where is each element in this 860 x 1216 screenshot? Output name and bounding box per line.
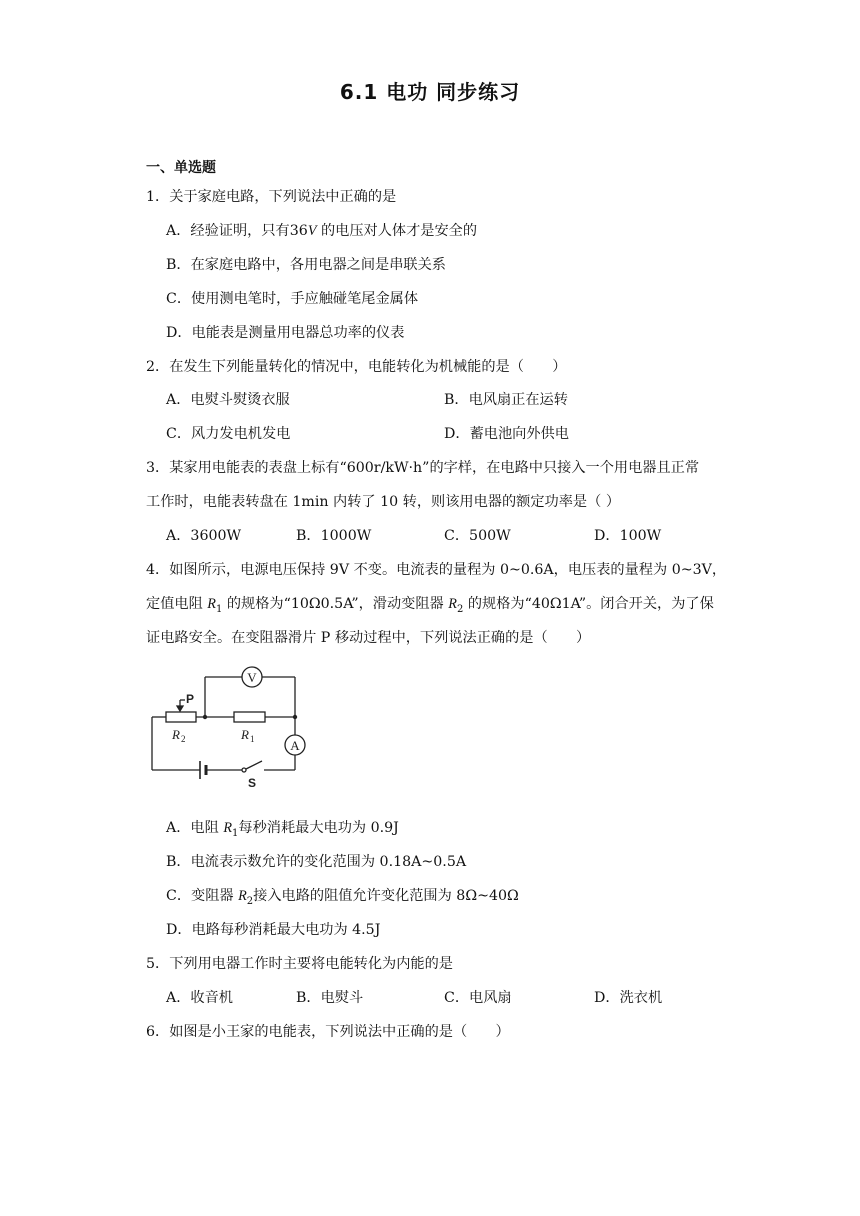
question-3-option-a[interactable]: A．3600W (166, 528, 242, 544)
question-2-option-d[interactable]: D．蓄电池向外供电 (444, 426, 569, 442)
question-2-option-a[interactable]: A．电熨斗熨烫衣服 (166, 392, 290, 408)
question-4-stem-line-3: 证电路安全。在变阻器滑片 P 移动过程中，下列说法正确的是（ ） (146, 630, 591, 646)
question-4-option-c[interactable]: C．变阻器 $R_2$接入电路的阻值允许变化范围为 8Ω~40Ω (166, 888, 519, 907)
r1-label: R (241, 727, 249, 742)
question-2-option-b[interactable]: B．电风扇正在运转 (444, 392, 568, 408)
question-4-option-d[interactable]: D．电路每秒消耗最大电功为 4.5J (166, 922, 381, 938)
r2-label: R (172, 727, 180, 742)
question-3-option-c[interactable]: C．500W (444, 528, 511, 544)
question-5-option-c[interactable]: C．电风扇 (444, 990, 512, 1006)
question-4-stem-line-2: 定值电阻 $R_1$ 的规格为“10Ω0.5A”，滑动变阻器 $R_2$ 的规格为“40Ω1A”。闭合开关，为了保 (146, 596, 714, 615)
question-5-option-d[interactable]: D．洗衣机 (594, 990, 663, 1006)
question-1-option-d[interactable]: D．电能表是测量用电器总功率的仪表 (166, 325, 405, 341)
question-3-stem-line-1: 3．某家用电能表的表盘上标有“600r/kW·h”的字样，在电路中只接入一个用电器且正常 (146, 460, 700, 476)
question-4-option-a[interactable]: A．电阻 $R_1$每秒消耗最大电功为 0.9J (166, 820, 399, 839)
circuit-diagram (142, 660, 312, 790)
question-2-option-c[interactable]: C．风力发电机发电 (166, 426, 291, 442)
page-title: 6.1 电功 同步练习 (339, 80, 521, 104)
r1-subscript: 1 (250, 734, 255, 744)
question-1-stem: 1．关于家庭电路，下列说法中正确的是 (146, 189, 397, 205)
r2-subscript: 2 (181, 734, 186, 744)
question-4-stem-line-1: 4．如图所示，电源电压保持 9V 不变。电流表的量程为 0~0.6A，电压表的量程为 0~3V， (146, 562, 727, 578)
question-4-option-b[interactable]: B．电流表示数允许的变化范围为 0.18A~0.5A (166, 854, 467, 870)
question-5-stem: 5．下列用电器工作时主要将电能转化为内能的是 (146, 956, 453, 972)
question-5-option-a[interactable]: A．收音机 (166, 990, 233, 1006)
voltmeter-label: V (247, 670, 257, 685)
slider-p-arrow (177, 706, 183, 711)
question-1-option-c[interactable]: C．使用测电笔时，手应触碰笔尾金属体 (166, 291, 419, 307)
question-1-option-a[interactable]: A．经验证明，只有36V 的电压对人体才是安全的 (166, 223, 478, 239)
junction-dot-left (203, 715, 207, 719)
question-3-option-d[interactable]: D．100W (594, 528, 662, 544)
question-5-option-b[interactable]: B．电熨斗 (296, 990, 364, 1006)
ammeter-label: A (290, 738, 300, 753)
section-heading: 一、单选题 (146, 160, 216, 176)
question-6-stem: 6．如图是小王家的电能表，下列说法中正确的是（ ） (146, 1024, 510, 1040)
question-3-option-b[interactable]: B．1000W (296, 528, 372, 544)
junction-dot-right (293, 715, 297, 719)
question-3-stem-line-2: 工作时，电能表转盘在 1min 内转了 10 转，则该用电器的额定功率是（ ） (146, 494, 621, 510)
slider-label: P (186, 692, 195, 706)
question-2-stem: 2．在发生下列能量转化的情况中，电能转化为机械能的是（ ） (146, 359, 567, 375)
question-1-option-b[interactable]: B．在家庭电路中，各用电器之间是串联关系 (166, 257, 446, 273)
switch-pivot (242, 768, 246, 772)
switch-blade (246, 761, 262, 769)
resistor-r2 (166, 712, 196, 722)
switch-label: S (248, 776, 257, 790)
resistor-r1 (234, 712, 265, 722)
